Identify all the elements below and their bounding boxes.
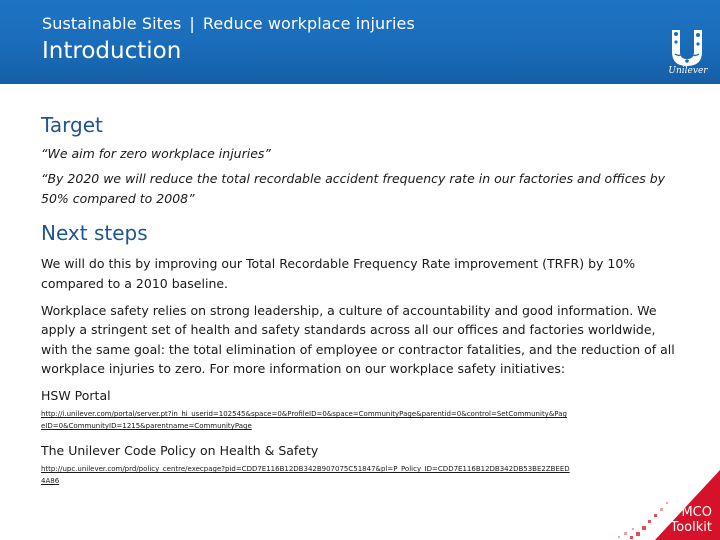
code-policy-title: The Unilever Code Policy on Health & Safety bbox=[41, 443, 319, 459]
breadcrumb-category: Sustainable Sites bbox=[42, 14, 182, 33]
target-heading: Target bbox=[41, 113, 103, 137]
toolkit-line-1: MCO bbox=[681, 504, 712, 520]
next-steps-heading: Next steps bbox=[41, 221, 148, 246]
breadcrumb-topic: Reduce workplace injuries bbox=[202, 14, 415, 33]
target-quote-2: “By 2020 we will reduce the total recordable accident frequency rate in our factories and offices by 50% compared to 2008” bbox=[41, 171, 666, 206]
target-quote-1: “We aim for zero workplace injuries” bbox=[41, 146, 271, 161]
code-policy-link[interactable]: http://upc.unilever.com/prd/policy_centre/execpage?pid=CDD7E116B12DB342B907075C51847&pl=P_Policy_ID=CDD7E116B12DB342DB53BE2ZBEED4A86 bbox=[41, 465, 570, 486]
hsw-portal-title: HSW Portal bbox=[41, 388, 111, 404]
next-steps-paragraph-2: Workplace safety relies on strong leadership, a culture of accountability and good information. We apply a stringent set of health and safety standards across all our offices and factories worldwide, with the same goal: the total elimination of employee or contractor fatalities, and the reduction of all workplace injuries to zero. For more information on our workplace safety initiatives: bbox=[41, 302, 675, 376]
header-banner bbox=[0, 0, 720, 84]
next-steps-paragraph-1: We will do this by improving our Total Recordable Frequency Rate improvement (TRFR) by 10% compared to a 2010 baseline. bbox=[41, 256, 636, 291]
hsw-portal-link[interactable]: http://i.unilever.com/portal/server.pt?in_hi_userid=102545&space=0&ProfileID=0&space=CommunityPage&parentid=0&control=SetCommunity&PageID=0&CommunityID=1215&parentname=CommunityPage bbox=[41, 410, 567, 431]
main-content bbox=[41, 112, 685, 488]
mco-toolkit-label bbox=[671, 505, 713, 536]
toolkit-line-2: Toolkit bbox=[670, 520, 712, 536]
header-breadcrumb bbox=[42, 14, 415, 33]
logo-wordmark: Unilever bbox=[668, 66, 708, 76]
breadcrumb-separator: | bbox=[189, 14, 195, 33]
page-title: Introduction bbox=[42, 38, 182, 64]
